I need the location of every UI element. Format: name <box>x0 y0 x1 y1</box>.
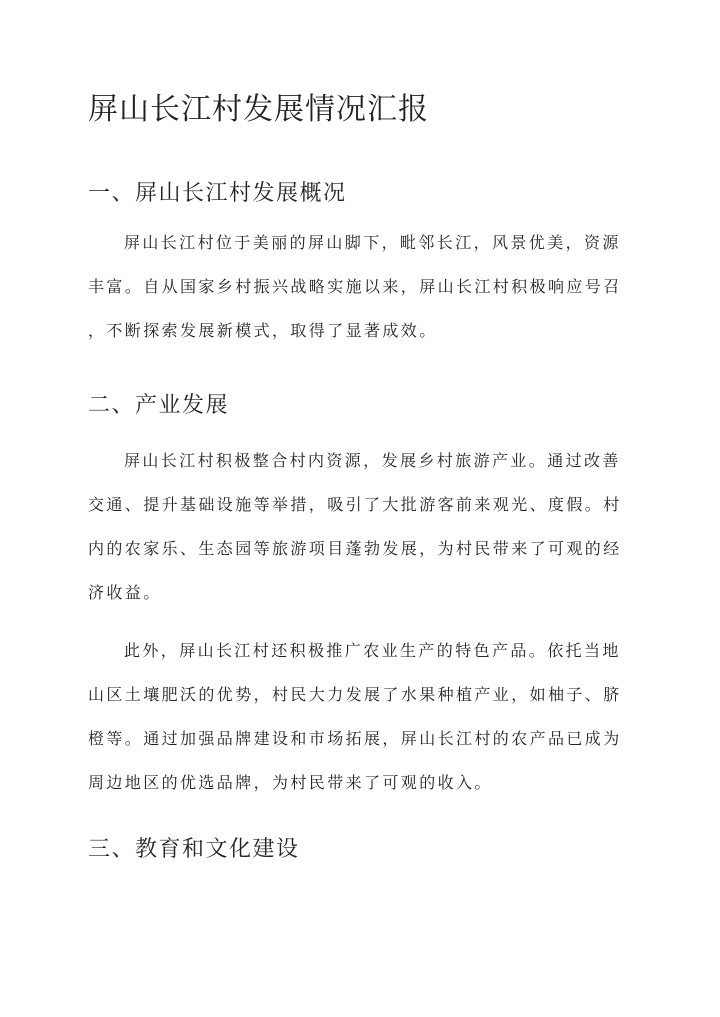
paragraph-line: 周边地区的优选品牌，为村民带来了可观的收入。 <box>88 773 493 792</box>
paragraph-line: 交通、提升基础设施等举措，吸引了大批游客前来观光、度假。村 <box>88 495 622 514</box>
paragraph-line: ，不断探索发展新模式，取得了显著成效。 <box>88 321 438 340</box>
paragraph-line: 山区土壤肥沃的优势，村民大力发展了水果种植产业，如柚子、脐 <box>88 685 622 704</box>
paragraph-industry-tourism <box>88 450 636 626</box>
section-heading-overview: 一、屏山长江村发展概况 <box>88 181 347 206</box>
paragraph-line: 内的农家乐、生态园等旅游项目蓬勃发展，为村民带来了可观的经 <box>88 539 622 558</box>
paragraph-line: 屏山长江村积极整合村内资源，发展乡村旅游产业。通过改善 <box>124 451 621 470</box>
paragraph-line: 橙等。通过加强品牌建设和市场拓展，屏山长江村的农产品已成为 <box>88 729 622 748</box>
section-heading-industry: 二、产业发展 <box>88 393 230 418</box>
section-heading-education: 三、教育和文化建设 <box>88 837 300 862</box>
paragraph-line: 屏山长江村位于美丽的屏山脚下，毗邻长江，风景优美，资源 <box>124 233 621 252</box>
paragraph-line: 济收益。 <box>88 583 162 602</box>
paragraph-line: 丰富。自从国家乡村振兴战略实施以来，屏山长江村积极响应号召 <box>88 277 622 296</box>
document-title: 屏山长江村发展情况汇报 <box>88 92 429 127</box>
paragraph-line: 此外，屏山长江村还积极推广农业生产的特色产品。依托当地 <box>124 641 621 660</box>
paragraph-industry-agriculture <box>88 640 636 816</box>
paragraph-overview <box>88 232 636 364</box>
